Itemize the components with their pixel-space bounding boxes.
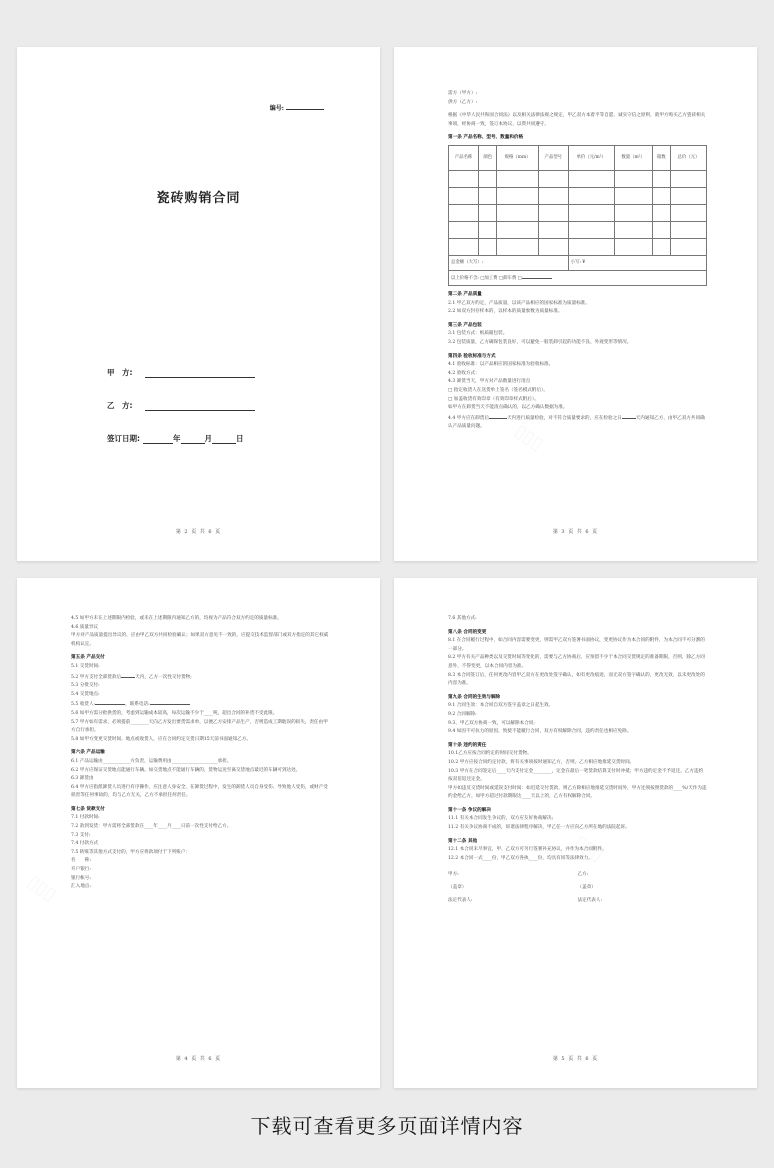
serial-blank: [286, 109, 324, 110]
contract-page-3: [394, 47, 757, 561]
page-number: 第 5 页 共 6 页: [552, 1056, 599, 1062]
clause-11-1: 11.1 有关本合同发生争议的，双方应友好协商解决;: [448, 816, 554, 822]
table-row: [449, 170, 707, 187]
day-label: 日: [236, 434, 244, 443]
contract-page-5: [394, 578, 757, 1088]
clause-9-1: 9.1 合同生效：本合同自双方签字盖章之日起生效。: [448, 703, 554, 709]
article-1-title: 第一条 产品名称、型号、数量和价格: [448, 135, 524, 141]
clause-10-2: 10.2 甲方应按合同约定付款，将有关事项按时通知乙方，否则，乙方相应地推延交货时间。: [448, 759, 635, 765]
account-number: 银行帐号:: [71, 875, 91, 881]
contract-title: 瓷砖购销合同: [156, 191, 241, 206]
clause-6-4: 6.4 甲方应指派卸货人员进行有序操作，应注意人身安全，在卸货过程中，发生的卸货人员自身受伤、导致他人受伤，或财产受损害等任何事故的，均与乙方无关，乙方不承担任何责任。: [71, 784, 328, 799]
page-number: 第 4 页 共 6 页: [175, 1056, 222, 1062]
checkbox-option-seal: □ 加盖收货有效印章（有效印章样式附后）。: [448, 396, 539, 402]
party-a-line: [107, 367, 255, 378]
clause-7-1: 7.1 付款时间:: [71, 815, 100, 821]
clause-4-2: 4.2 验收方式：: [448, 370, 480, 376]
party-a-blank: [145, 369, 255, 378]
buyer-line: 需方（甲方）:: [448, 91, 478, 96]
product-table: [448, 145, 707, 286]
day-blank: [212, 435, 236, 444]
clause-5-7: 5.7 甲方如有需求，必须提前________天向乙方发出要货需求单，以便乙方安排产品生产，否则造成工期耽误的损失，责任由甲方自行承担。: [71, 719, 328, 734]
serial-number: [270, 103, 324, 112]
clause-9-3: 9.3、甲乙双方协商一致，可以解除本合同;: [448, 720, 535, 726]
seller-line: 供方（乙方）:: [448, 99, 478, 105]
clause-5-6: 5.6 如甲方需分批供货的，考虑到运输成本较高，每次运输不少于____吨，超出合同的补货不受此限。: [71, 710, 278, 716]
account-bank: 开户银行:: [71, 867, 91, 873]
table-row: [449, 204, 707, 221]
clause-5-4: 5.4 交货地点:: [71, 691, 100, 697]
clause-4-1: 4.1 验收标准：以产品相应的国家标准为验收标准。: [448, 362, 554, 368]
clause-7-5: 7.5 转账等其他方式支付的，甲方应将款项付于下列账户：: [71, 849, 191, 855]
article-8-title: 第八条 合同的变更: [448, 629, 487, 635]
article-3-title: 第三条 产品包装: [448, 322, 482, 328]
checkbox-option-signature: □ 指定收货人在送货单上签名（签名模式附后）。: [448, 387, 548, 393]
seal-party-a: （盖章）: [448, 885, 467, 891]
year-label: 年: [173, 434, 181, 443]
party-a-label: 甲 方:: [107, 368, 133, 377]
table-header-cell: 单价（元/m²）: [568, 145, 614, 170]
clause-8-1: 8.1 在合同履行过程中，如合同内容需要变更，则需甲乙双方签署书面协议，变更协议作为本合同的附件，为本合同不可分割的一部分。: [448, 638, 705, 652]
clause-8-3: 8.3 本合同签订后，任何更改内容甲乙双方在更改处签字确认，如有更改痕迹，而无双方签字确认的，更改无效，以未更改处的内容为准。: [448, 672, 705, 687]
table-row: [449, 238, 707, 255]
serial-label: 编号:: [269, 105, 284, 112]
year-blank: [143, 435, 173, 444]
seal-party-b: （盖章）: [577, 885, 596, 891]
sign-date-label: 签订日期:: [107, 434, 140, 443]
clause-5-3: 5.3 分批交付:: [71, 683, 100, 689]
excludes-row: [449, 270, 707, 285]
download-caption: 下载可查看更多页面详情内容: [250, 1114, 524, 1138]
clause-3-1: 3.1 包装方式：纸质箱包装。: [448, 331, 508, 337]
price-excludes: 以上价格不含: □加工费 □卸车费 □: [449, 270, 707, 285]
table-header-cell: 颜色: [479, 145, 497, 170]
contract-page-4: [17, 578, 380, 1088]
party-b-line: [107, 400, 255, 411]
clause-12-2: 12.2 本合同一式____份，甲乙双方各执____份，均具有同等法律效力。: [448, 855, 593, 861]
page-number: 第 3 页 共 6 页: [552, 529, 599, 535]
article-5-title: 第五条 产品交付: [71, 655, 105, 661]
clause-4-6: 4.6 质量异议: [71, 624, 99, 630]
clause-5-1: 5.1 交货时间:: [71, 663, 100, 669]
clause-2-2: 2.2 如双方封存样本的，以样本的质量象数为质量标准。: [448, 309, 563, 315]
article-7-title: 第七条 货款支付: [71, 806, 105, 812]
article-9-title: 第九条 合同的生效与解除: [448, 694, 501, 700]
total-amount-label: 总金额（大写）:: [449, 255, 569, 270]
article-10-title: 第十条 违约的责任: [448, 742, 487, 748]
party-b-label: 乙 方:: [107, 401, 133, 410]
clause-6-1: 6.1 产品运输由____________方负责，运输费用由____________________承担。: [71, 758, 232, 764]
clause-2-1: 2.1 甲乙双方约定，产品质量，以该产品相应的国家标准为质量标准。: [448, 300, 590, 306]
representative-party-a: 法定代表人:: [448, 897, 473, 903]
page-number: 第 2 页 共 6 页: [175, 529, 222, 535]
clause-5-5: 5.5 收货人: ，联系电话:: [71, 699, 330, 710]
clause-4-note: 如甲方在卸货当天不能清点确认的，以乙方确认数据为准。: [448, 405, 568, 411]
month-blank: [181, 435, 205, 444]
clause-4-4: 4.4 甲方应在卸货后 天内进行质量检验，对不符合质量要求的，应在检验之日 天内通知乙方，由甲乙双方共同确认产品质量问题。: [448, 413, 707, 432]
signature-party-b: 乙方:: [577, 872, 589, 878]
clause-10-4: 甲方如违反交货时间或延误支付时间：如迟延交付货款，则乙方除相应地推延交货时间外，甲方还须按照货款的____%/天作为违约金给乙方。如甲方超过付款期限达____天以上的，乙方有权解除合同。: [448, 785, 707, 800]
clause-5-8: 5.8 如甲方变更交货时间、地点或收货人，应在合同约定交货日期15天前书面通知乙方。: [71, 736, 251, 742]
account-name: 名 称:: [71, 858, 91, 864]
clause-7-2: 7.2 款到发货：甲方需将全部货款在____年____月____日前一次性支付给乙方。: [71, 824, 232, 830]
clause-5-2: 5.2 甲方支付全部货款后 天内，乙方一次性交付货物;: [71, 672, 330, 683]
total-row: [449, 255, 707, 270]
article-12-title: 第十二条 其他: [448, 838, 478, 844]
clause-10-1: 10.1乙方应按合同约定的时间交付货物。: [448, 751, 532, 757]
clause-4-3: 4.3 卸货当天，甲方对产品数量进行清点: [448, 379, 531, 385]
clause-9-4: 9.4 如因不可抗力的原因，致使不能履行合同，双方有权解除合同，违约责任也相应免除。: [448, 729, 632, 735]
article-2-title: 第二条 产品质量: [448, 291, 482, 297]
clause-9-2: 9.2 合同解除:: [448, 711, 477, 717]
watermark: [24, 871, 60, 905]
table-header-cell: 箱数: [652, 145, 670, 170]
clause-6-3: 6.3 卸货由: [71, 776, 94, 782]
sign-date-line: [107, 433, 244, 444]
table-row: [449, 187, 707, 204]
clause-3-2: 3.2 包装质量，乙方确保包装良好，可以避免一般装卸引起的功能不良、外观变形等情况。: [448, 339, 632, 345]
table-row: [449, 221, 707, 238]
representative-party-b: 法定代表人:: [577, 897, 603, 903]
clause-11-2: 11.2 有关争议协商不成的，诉诸法律程序解决，甲乙任一方应向乙方所在地的法院起诉。: [448, 825, 630, 831]
clause-7-3: 7.3 支付:: [71, 832, 91, 838]
signature-party-a: 甲方:: [448, 872, 459, 878]
small-amount-label: 小写: ¥: [568, 255, 706, 270]
clause-4-5: 4.5 如甲方未在上述期限内检验，或未在上述期限内通知乙方的，均视为产品符合双方约定的质量标准。: [71, 616, 282, 621]
table-header-row: [449, 145, 707, 170]
table-header-cell: 规格（mm）: [497, 145, 538, 170]
article-4-title: 第四条 验收标准与方式: [448, 353, 496, 359]
quality-objection-text: 甲方对产品质量提出异议的，应由甲乙双方共同检验确认；如果双方意见不一致的，应提交技术监督部门或双方指定的其它权威机构认定。: [71, 633, 329, 647]
article-6-title: 第六条 产品运输: [71, 750, 105, 756]
clause-8-2: 8.2 甲方有关产品种类以及交货时间等变化的，需要与乙方协商后，应预留不少于本合同交货规定的准备期限，否则，除乙方同意外，不得变更，以本合同内容为准。: [448, 655, 705, 669]
table-header-cell: 产品型号: [538, 145, 568, 170]
account-address: 汇入地点:: [71, 884, 91, 890]
intro-paragraph: 根据《中华人民共和国合同法》以及相关法律法规之规定，甲乙双方本着平等自愿、诚实守信之原则，就甲方购买乙方瓷砖相关事项，经协商一致，签订本协议，以资共同遵守。: [448, 113, 706, 127]
clause-12-1: 12.1 本合同未尽事宜，甲、乙双方可另行签署补充协议，并作为本合同附件。: [448, 847, 607, 853]
table-header-cell: 总价（元）: [670, 145, 706, 170]
article-11-title: 第十一条 争议的解决: [448, 807, 491, 813]
signature-block: [448, 871, 707, 905]
clause-7-6: 7.6 其他方式:: [448, 616, 477, 621]
table-header-cell: 数量（m²）: [614, 145, 652, 170]
month-label: 月: [204, 434, 212, 443]
table-header-cell: 产品名称: [449, 145, 479, 170]
cover-page: [17, 47, 380, 561]
clause-6-2: 6.2 甲方应保证交货地点能通行车辆。如交货地点不能通行车辆的，货物运送至离交货地点最近的车辆可到达处。: [71, 767, 301, 773]
party-b-blank: [145, 402, 255, 411]
clause-10-3: 10.3 甲方在合同签定后____天内支付定金________，定金在最后一笔货款结算支付时冲抵；甲方违约定金不予返还，乙方违约按双倍返还定金。: [448, 768, 704, 783]
clause-7-4: 7.4 付款方式: [71, 841, 99, 847]
